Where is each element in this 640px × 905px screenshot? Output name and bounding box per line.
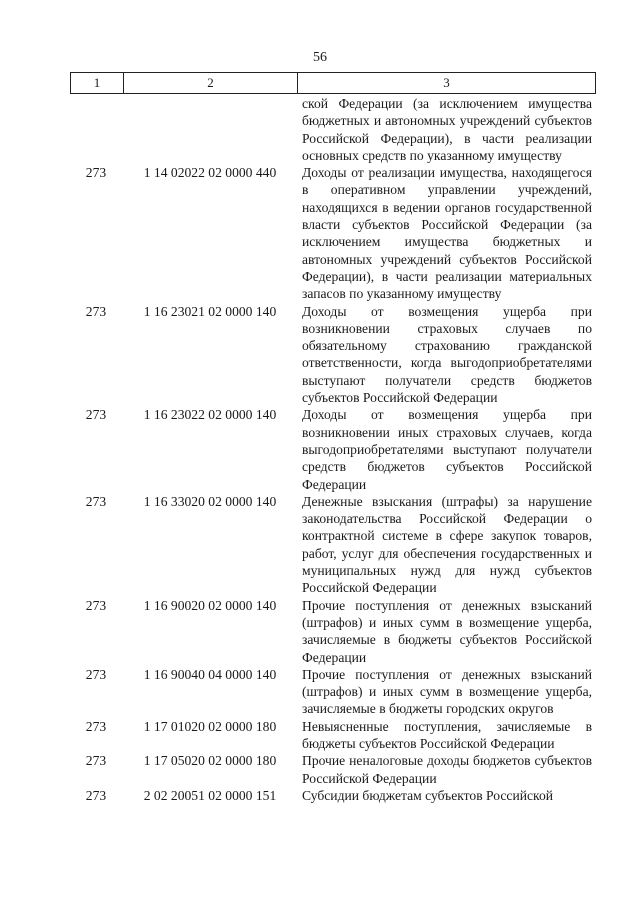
revenue-description: Прочие поступления от денежных взысканий (штрафов) и иных сумм в возмещение ущерба, зачисляемые в бюджеты субъектов Российской Федерации [302, 597, 592, 665]
admin-code: 273 [85, 718, 107, 734]
table-row [70, 597, 598, 666]
table-row [70, 164, 598, 302]
budget-code: 1 16 23022 02 0000 140 [143, 407, 277, 423]
page-number: 56 [313, 50, 327, 65]
admin-code: 273 [85, 407, 107, 423]
revenue-description: Субсидии бюджетам субъектов Российской [302, 787, 554, 803]
table-row [70, 718, 598, 753]
column-header-row [70, 72, 596, 94]
admin-code: 273 [85, 165, 107, 181]
admin-code: 273 [85, 303, 107, 319]
table-row [70, 752, 598, 787]
revenue-description: Прочие поступления от денежных взысканий (штрафов) и иных сумм в возмещение ущерба, зачисляемые в бюджеты городских округов [302, 666, 592, 717]
table-row [70, 666, 598, 718]
budget-code: 1 16 23021 02 0000 140 [143, 303, 277, 319]
budget-code: 1 17 05020 02 0000 180 [143, 753, 277, 769]
revenue-description: Денежные взыскания (штрафы) за нарушение законодательства Российской Федерации о контрактной системе в сфере закупок товаров, работ, услуг для обеспечения государственных и муниципальных нужд для нужд субъектов Российской Федерации [302, 493, 592, 596]
admin-code: 273 [85, 666, 107, 682]
table-row [70, 303, 598, 407]
budget-code: 1 14 02022 02 0000 440 [143, 165, 277, 181]
budget-code: 2 02 20051 02 0000 151 [143, 787, 277, 803]
table-row [70, 787, 598, 804]
revenue-description: Доходы от реализации имущества, находящегося в оперативном управлении учреждений, находящихся в ведении органов государственной власти субъектов Российской Федерации (за исключением имущества бюджетных и автономных учреждений субъектов Российской Федерации), в части реализации материальных запасов по указанному имуществу [302, 165, 592, 302]
table-row [70, 95, 598, 164]
revenue-description: ской Федерации (за исключением имущества бюджетных и автономных учреждений субъектов Российской Федерации), в части реализации основных средств по указанному имуществу [302, 96, 592, 163]
budget-code [122, 95, 298, 164]
admin-code: 273 [85, 753, 107, 769]
table-row [70, 493, 598, 597]
column-header-1: 1 [71, 73, 124, 93]
table-row [70, 406, 598, 492]
admin-code: 273 [85, 597, 107, 613]
admin-code [70, 95, 122, 164]
revenue-description: Невыясненные поступления, зачисляемые в бюджеты субъектов Российской Федерации [302, 718, 592, 751]
budget-code: 1 17 01020 02 0000 180 [143, 718, 277, 734]
column-header-3: 3 [443, 75, 450, 90]
budget-code: 1 16 90040 04 0000 140 [143, 666, 277, 682]
budget-code: 1 16 90020 02 0000 140 [143, 597, 277, 613]
admin-code: 273 [85, 787, 107, 803]
revenue-description: Доходы от возмещения ущерба при возникновении иных страховых случаев, когда выгодоприобретателями выступают получатели средств бюджетов субъектов Российской Федерации [302, 407, 592, 492]
column-header-2: 2 [124, 73, 298, 93]
admin-code: 273 [85, 493, 107, 509]
revenue-table [70, 95, 598, 804]
revenue-description: Доходы от возмещения ущерба при возникновении страховых случаев по обязательному страхованию гражданской ответственности, когда выгодоприобретателями выступают получатели средств бюджетов субъектов Российской Федерации [302, 303, 592, 406]
revenue-description: Прочие неналоговые доходы бюджетов субъектов Российской Федерации [302, 753, 592, 786]
budget-code: 1 16 33020 02 0000 140 [143, 493, 277, 509]
